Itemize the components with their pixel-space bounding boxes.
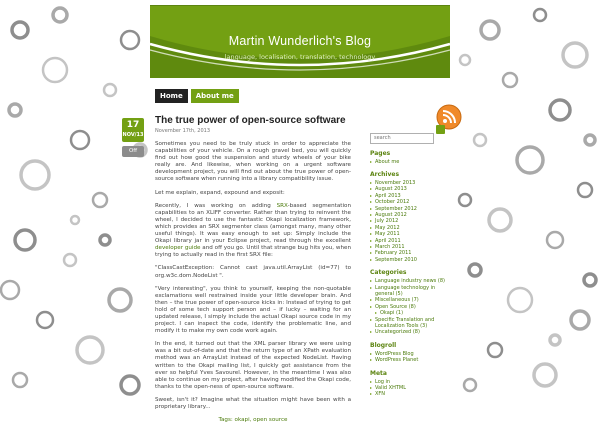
- post-date: November 17th, 2013: [155, 128, 210, 134]
- decorative-ring: [109, 289, 131, 311]
- decorative-ring: [104, 84, 116, 96]
- post-paragraph: Let me explain, expand, expound and exposit:: [155, 189, 285, 196]
- developer-guide-link[interactable]: developer guide: [155, 245, 201, 252]
- archive-link[interactable]: ▸ August 2012: [370, 212, 446, 218]
- decorative-ring: [464, 379, 476, 391]
- post-paragraph: "Very interesting", you think to yourself, keeping the non-quotable exclamations well restrained inside your little developer brain. And then – the true power of open-source kicks in: Instead of trying to get hold of some tech support person and – if lucky – waiting for an updated release, I simply include the actual Okapi source code in my project. I can inspect the code, identify the problematic line, and modify it to make my own code work again.: [155, 285, 351, 335]
- post-tags[interactable]: Tags: okapi, open source: [218, 417, 288, 424]
- archive-link[interactable]: ▸ March 2011: [370, 244, 446, 250]
- decorative-ring: [13, 373, 27, 387]
- meta-list: [370, 379, 446, 398]
- decorative-ring: [64, 254, 76, 266]
- comments-off-badge[interactable]: Off: [122, 146, 144, 157]
- categories-heading: Categories: [370, 269, 407, 277]
- category-link[interactable]: ▸ Open Source (8): [370, 304, 446, 310]
- decorative-ring: [585, 135, 595, 145]
- category-link[interactable]: ▸ Language technology in general (5): [370, 285, 446, 298]
- date-month-year: NOV/13: [122, 132, 144, 138]
- archive-link[interactable]: ▸ October 2012: [370, 199, 446, 205]
- decorative-ring: [71, 131, 89, 149]
- archive-link[interactable]: ▸ April 2013: [370, 193, 446, 199]
- blogroll-list: [370, 351, 446, 364]
- decorative-ring: [534, 364, 556, 386]
- nav-about-me[interactable]: About me: [191, 89, 239, 103]
- category-link[interactable]: ▸ Okapi (1): [370, 310, 446, 316]
- search-form: [370, 124, 446, 144]
- site-header: [150, 5, 450, 77]
- page-link[interactable]: ▸ About me: [370, 159, 446, 165]
- post-paragraph: "ClassCastException: Cannot cast java.util.ArrayList (id=77) to org.w3c.dom.NodeList ".: [155, 265, 351, 279]
- date-day: 17: [126, 120, 140, 130]
- decorative-ring: [571, 311, 589, 329]
- archive-link[interactable]: ▸ July 2012: [370, 218, 446, 224]
- decorative-ring: [503, 73, 517, 87]
- nav-home[interactable]: Home: [155, 89, 188, 103]
- blog-title[interactable]: Martin Wunderlich's Blog: [228, 34, 372, 48]
- archives-heading: Archives: [370, 170, 400, 178]
- date-box: [122, 118, 144, 142]
- category-link[interactable]: ▸ Uncategorized (8): [370, 329, 446, 335]
- decorative-ring: [121, 31, 139, 49]
- archive-link[interactable]: ▸ April 2011: [370, 238, 446, 244]
- decorative-ring: [100, 235, 110, 245]
- archive-link[interactable]: ▸ May 2012: [370, 225, 446, 231]
- blogroll-link[interactable]: ▸ WordPress Planet: [370, 357, 446, 363]
- decorative-ring: [469, 264, 481, 276]
- post-date-badge: [122, 118, 144, 157]
- meta-link[interactable]: ▸ XFN: [370, 391, 446, 397]
- blog-post: [155, 114, 351, 430]
- category-link[interactable]: ▸ Language industry news (8): [370, 278, 446, 284]
- decorative-ring: [488, 343, 502, 357]
- archive-link[interactable]: ▸ May 2011: [370, 231, 446, 237]
- srx-link[interactable]: SRX: [276, 202, 288, 209]
- meta-heading: Meta: [370, 369, 387, 377]
- decorative-ring: [15, 230, 35, 250]
- decorative-ring: [550, 100, 570, 120]
- category-link[interactable]: ▸ Specific Translation and Localization Tools (3): [370, 317, 446, 330]
- archive-link[interactable]: ▸ November 2013: [370, 180, 446, 186]
- decorative-ring: [21, 161, 49, 189]
- meta-link[interactable]: ▸ Log in: [370, 379, 446, 385]
- decorative-ring: [43, 58, 67, 82]
- post-paragraph: [155, 203, 351, 260]
- pages-heading: Pages: [370, 149, 391, 157]
- search-submit-button[interactable]: [436, 125, 445, 134]
- meta-link[interactable]: ▸ Valid XHTML: [370, 385, 446, 391]
- decorative-ring: [489, 209, 511, 231]
- decorative-ring: [563, 43, 587, 67]
- decorative-ring: [460, 55, 470, 65]
- archives-list: [370, 180, 446, 263]
- decorative-ring: [578, 183, 592, 197]
- text: and off you go. Until that strange bug hits you, when trying to actually read in the first SRX file:: [155, 245, 351, 259]
- main-nav: [155, 89, 239, 103]
- decorative-ring: [584, 274, 596, 286]
- decorative-ring: [517, 147, 543, 173]
- decorative-ring: [481, 21, 499, 39]
- decorative-ring: [12, 22, 28, 38]
- decorative-ring: [534, 9, 546, 21]
- decorative-ring: [459, 194, 471, 206]
- decorative-ring: [53, 8, 67, 22]
- post-title[interactable]: The true power of open-source software: [155, 115, 346, 126]
- blog-tagline: language, localisation, translation, technology: [224, 53, 376, 61]
- decorative-ring: [550, 335, 560, 345]
- post-paragraph: In the end, it turned out that the XML parser library we were using was a bit out-of-date and that the return type of an XPath evaluation method was an ArrayList instead of the expected NodeList. Having written to the Okapi mailing list, I quickly got assistance from the ever so helpful Yves Savourel. However, in the meantime I was also able to continue on my project, after having modified the Okapi code, thanks to the open-ness of open-source software.: [155, 341, 351, 390]
- pages-list: [370, 159, 446, 165]
- text: Recently, I was working on adding: [155, 202, 277, 209]
- text: -based segmentation capabilities to an XLIFF converter. Rather than trying to reinvent the wheel, I decided to use the fantastic Okapi localization framework, which provides an SRX segmenter class (amongst many, many other useful things). It was easy enough to set up: Simply include the Okapi library jar in your Eclipse project, read through the excellent: [155, 202, 351, 245]
- post-paragraph: Sometimes you need to be truly stuck in order to appreciate the capabilities of your vehicle. On a rough gravel bed, you will quickly find out how good the suspension and sturdy wheels of your bike really are. And likewise, when working on a urgent software development project, you will find out about the true power of open-source software when running into a library compatibility issue.: [155, 141, 351, 183]
- decorative-ring: [77, 337, 103, 363]
- decorative-ring: [547, 232, 563, 248]
- archive-link[interactable]: ▸ September 2010: [370, 257, 446, 263]
- archive-link[interactable]: ▸ August 2013: [370, 186, 446, 192]
- decorative-ring: [121, 376, 139, 394]
- categories-list: [370, 278, 446, 336]
- search-input[interactable]: [370, 133, 434, 144]
- post-paragraph: Sweet, isn't it? Imagine what the situation might have been with a proprietary library...: [155, 396, 351, 410]
- sidebar: [370, 124, 446, 398]
- archive-link[interactable]: ▸ February 2011: [370, 250, 446, 256]
- decorative-ring: [9, 104, 21, 116]
- category-link[interactable]: ▸ Miscellaneous (7): [370, 297, 446, 303]
- decorative-ring: [37, 312, 53, 328]
- decorative-ring: [1, 281, 19, 299]
- decorative-ring: [71, 216, 79, 224]
- decorative-ring: [474, 134, 486, 146]
- decorative-ring: [93, 193, 107, 207]
- decorative-ring: [508, 288, 532, 312]
- blogroll-heading: Blogroll: [370, 341, 397, 349]
- blogroll-link[interactable]: ▸ WordPress Blog: [370, 351, 446, 357]
- archive-link[interactable]: ▸ September 2012: [370, 206, 446, 212]
